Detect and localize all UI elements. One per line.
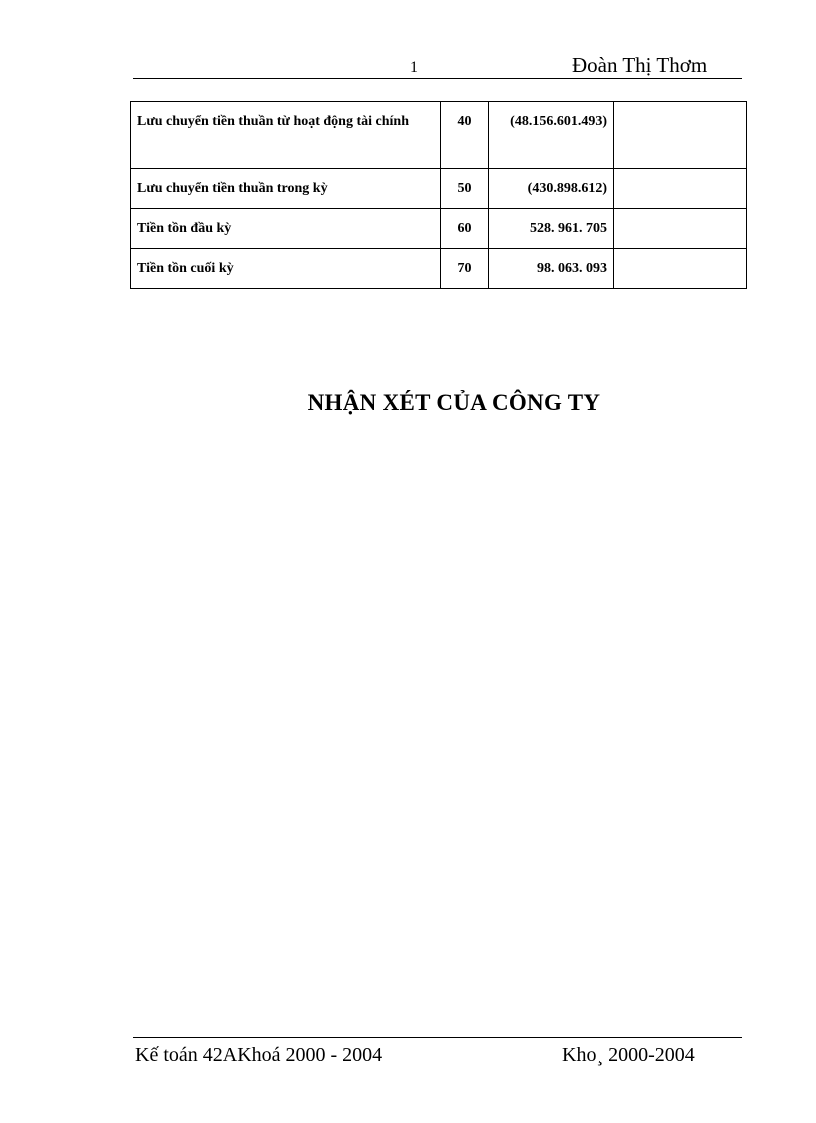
table-row — [131, 169, 747, 209]
table-row — [131, 102, 747, 169]
table-row — [131, 249, 747, 289]
row-label: Tiền tồn đầu kỳ — [131, 209, 441, 249]
footer-left-text: Kế toán 42AKhoá 2000 - 2004 — [135, 1044, 383, 1066]
row-note — [614, 209, 747, 249]
row-amount: (430.898.612) — [489, 169, 614, 209]
row-label: Tiền tồn cuối kỳ — [131, 249, 441, 289]
table-row — [131, 209, 747, 249]
row-amount: (48.156.601.493) — [489, 102, 614, 169]
row-code: 60 — [441, 209, 489, 249]
page-number: 1 — [410, 59, 418, 76]
row-amount: 98. 063. 093 — [489, 249, 614, 289]
row-label: Lưu chuyển tiền thuần trong kỳ — [131, 169, 441, 209]
row-label: Lưu chuyển tiền thuần từ hoạt động tài chính — [131, 102, 441, 169]
cash-flow-table — [130, 101, 747, 289]
row-code: 40 — [441, 102, 489, 169]
row-amount: 528. 961. 705 — [489, 209, 614, 249]
row-note — [614, 169, 747, 209]
section-title: NHẬN XÉT CỦA CÔNG TY — [307, 390, 601, 415]
row-note — [614, 102, 747, 169]
header-divider — [133, 78, 742, 79]
footer-right-text: Kho¸ 2000-2004 — [562, 1044, 695, 1066]
footer-divider — [133, 1037, 742, 1038]
author-name: Đoàn Thị Thơm — [572, 53, 708, 77]
row-note — [614, 249, 747, 289]
row-code: 50 — [441, 169, 489, 209]
row-code: 70 — [441, 249, 489, 289]
